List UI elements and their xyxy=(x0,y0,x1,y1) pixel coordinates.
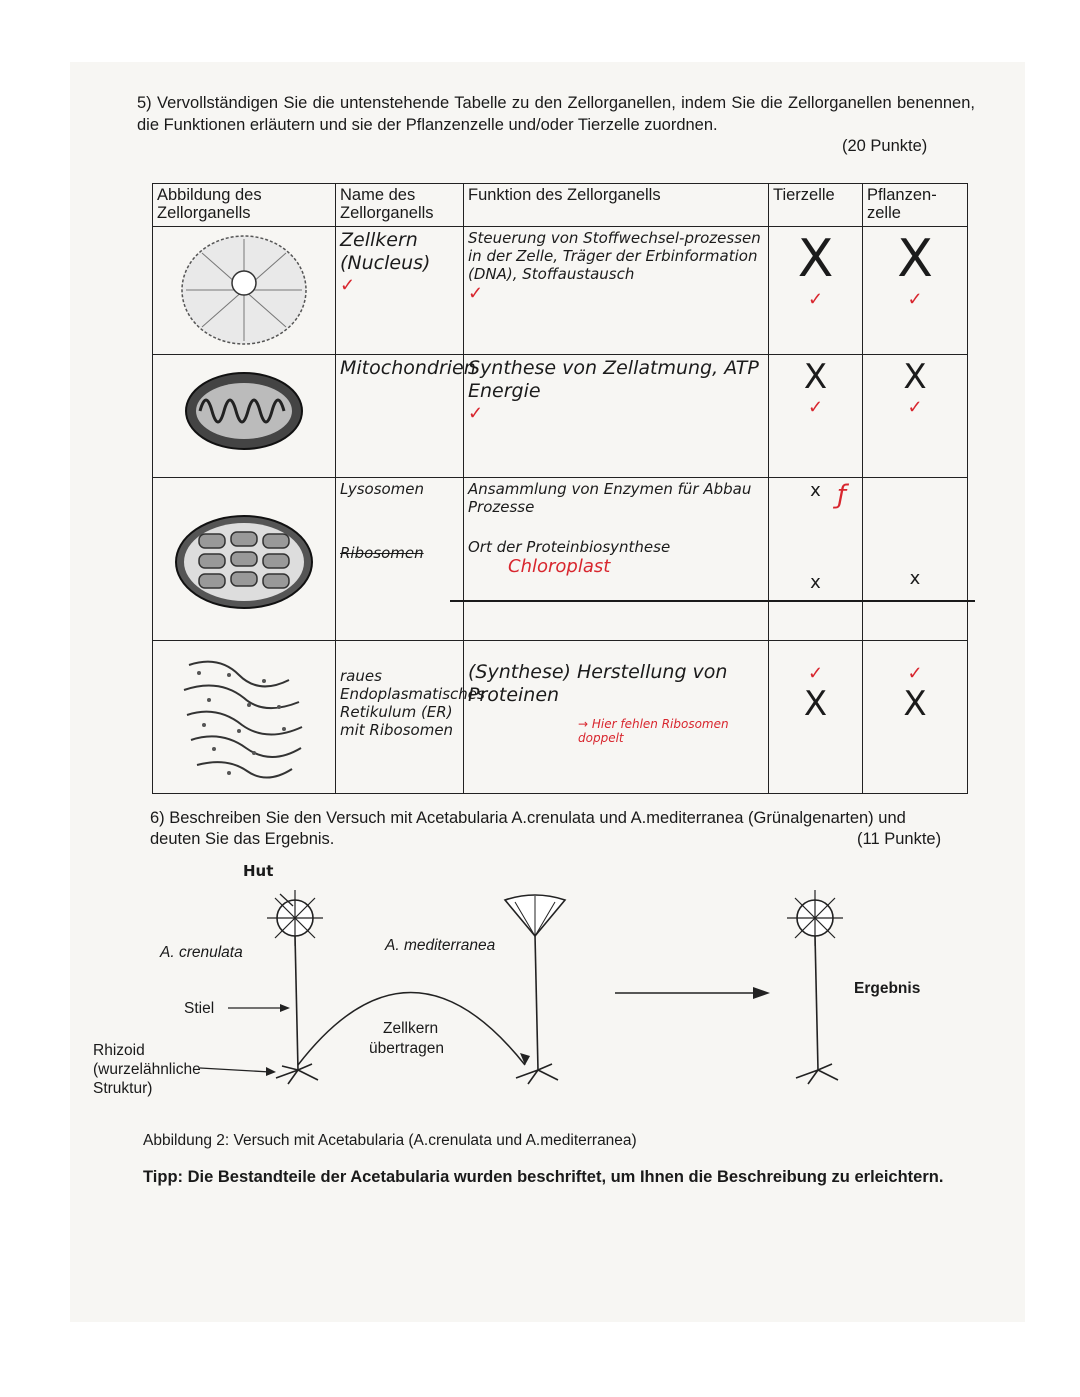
chloro-tier-mark-2: x xyxy=(810,572,821,593)
chloro-tier-mark: x xyxy=(810,480,821,501)
chloro-correction: Chloroplast xyxy=(508,556,611,577)
checkmark-icon: ✓ xyxy=(807,397,824,417)
er-name-cell xyxy=(336,641,485,794)
er-illustration-icon xyxy=(169,645,319,785)
chloro-pflanze-mark-2: x xyxy=(909,568,921,589)
header-pflanzenzelle: Pflanzen-zelle xyxy=(863,184,968,227)
label-uebertragen: übertragen xyxy=(369,1040,444,1057)
checkmark-icon: ✓ xyxy=(807,289,824,309)
checkmark-icon: ✓ xyxy=(340,275,356,295)
task-5-text: 5) Vervollständigen Sie die untenstehende Tabelle zu den Zellorganellen, indem Sie die Zellorganellen benennen, die Funktionen erläutern und sie der Pflanzenzelle und/oder Tierzelle zuordnen. xyxy=(137,94,975,134)
rhizoid-arrowhead-icon xyxy=(266,1067,276,1076)
table-header-row xyxy=(153,184,968,227)
mito-image-cell xyxy=(153,355,336,478)
er-tier-cell xyxy=(769,641,863,794)
figure-caption: Abbildung 2: Versuch mit Acetabularia (A.crenulata und A.mediterranea) xyxy=(143,1132,637,1149)
nucleus-image-cell xyxy=(153,227,336,355)
task-6-text: 6) Beschreiben Sie den Versuch mit Acetabularia A.crenulata und A.mediterranea (Grünalgenarten) und deuten Sie das Ergebnis. xyxy=(150,809,906,848)
checkmark-icon: ✓ xyxy=(907,663,923,683)
checkmark-icon: ✓ xyxy=(468,403,484,423)
mitochondrion-illustration-icon xyxy=(174,359,314,459)
label-stiel: Stiel xyxy=(184,1000,215,1017)
mito-name-cell xyxy=(336,355,476,478)
chloroplast-illustration-icon xyxy=(169,504,319,614)
mito-tier-cell xyxy=(769,355,863,478)
label-zellkern: Zellkern xyxy=(383,1020,439,1037)
result-arrowhead-icon xyxy=(753,987,770,999)
er-function-cell xyxy=(464,641,769,794)
mito-function: Synthese von Zellatmung, ATP Energie xyxy=(468,357,759,402)
transfer-arrowhead-icon xyxy=(520,1053,530,1065)
chloro-function: Ansammlung von Enzymen für Abbau Prozesse xyxy=(468,480,752,516)
strike-line xyxy=(450,600,975,602)
table-row xyxy=(153,355,968,478)
acetabularia-diagram xyxy=(80,860,960,1110)
nucleus-tier-mark: X xyxy=(797,229,834,289)
tipp-text: Tipp: Die Bestandteile der Acetabularia wurden beschriftet, um Ihnen die Beschreibung zu erleichtern. xyxy=(143,1168,944,1186)
header-abbildung: Abbildung des Zellorganells xyxy=(153,184,336,227)
chloro-name-2: Ribosomen xyxy=(340,544,424,562)
label-mediterranea: A. mediterranea xyxy=(385,937,496,954)
mito-pflanze-mark: X xyxy=(903,357,927,397)
label-rhizoid: Rhizoid xyxy=(93,1042,145,1059)
task-6-points: (11 Punkte) xyxy=(857,830,942,848)
header-funktion: Funktion des Zellorganells xyxy=(464,184,769,227)
chloro-function-2: Ort der Proteinbiosynthese xyxy=(468,538,671,556)
crenulata-plant xyxy=(267,890,323,1084)
organelle-table xyxy=(152,183,968,794)
er-name: raues Endoplasmatisches Retikulum (ER) mit Ribosomen xyxy=(340,667,485,739)
task-5-points: (20 Punkte) xyxy=(842,137,928,155)
er-pflanze-cell xyxy=(863,641,968,794)
stiel-arrowhead-icon xyxy=(280,1004,290,1012)
header-tierzelle: Tierzelle xyxy=(769,184,863,227)
er-tier-mark: X xyxy=(803,684,828,724)
chloro-name-cell xyxy=(336,478,464,641)
chloro-function-cell xyxy=(464,478,769,641)
header-name: Name des Zellorganells xyxy=(336,184,464,227)
mediterranea-plant xyxy=(505,895,565,1084)
er-pflanze-mark: X xyxy=(903,684,927,724)
mito-pflanze-cell xyxy=(863,355,968,478)
er-note: → Hier fehlen Ribosomen doppelt xyxy=(578,717,729,745)
er-function: (Synthese) Herstellung von Proteinen xyxy=(468,661,728,706)
checkmark-icon: ✓ xyxy=(907,397,923,417)
label-ergebnis: Ergebnis xyxy=(854,980,921,997)
nucleus-function-cell xyxy=(464,227,769,355)
label-rhizoid-sub2: Struktur) xyxy=(93,1080,153,1097)
chloro-pflanze-cell xyxy=(837,478,968,641)
label-crenulata: A. crenulata xyxy=(160,944,243,961)
label-hut: Hut xyxy=(243,862,274,880)
nucleus-function: Steuerung von Stoffwechsel-prozessen in der Zelle, Träger der Erbinformation (DNA), Stoffaustausch xyxy=(468,229,761,283)
table-row xyxy=(153,478,968,641)
result-plant xyxy=(787,890,843,1084)
label-rhizoid-sub1: (wurzelähnliche xyxy=(93,1061,201,1078)
table-row xyxy=(153,641,968,794)
nucleus-name-cell xyxy=(336,227,464,355)
chloro-name: Lysosomen xyxy=(340,480,425,498)
checkmark-icon: ✓ xyxy=(468,283,484,303)
nucleus-pflanze-cell xyxy=(863,227,968,355)
nucleus-illustration-icon xyxy=(174,231,314,349)
chloro-image-cell xyxy=(153,478,336,641)
nucleus-tier-cell xyxy=(769,227,863,355)
checkmark-icon: ✓ xyxy=(907,289,923,309)
er-image-cell xyxy=(153,641,336,794)
chloro-pflanze-correction-mark: ƒ xyxy=(837,480,847,510)
mito-tier-mark: X xyxy=(803,357,828,397)
checkmark-icon: ✓ xyxy=(807,663,824,683)
mito-name: Mitochondrien xyxy=(340,357,476,379)
mito-function-cell xyxy=(464,355,769,478)
table-row xyxy=(153,227,968,355)
nucleus-name: Zellkern (Nucleus) xyxy=(340,229,431,274)
nucleus-pflanze-mark: X xyxy=(897,229,933,289)
